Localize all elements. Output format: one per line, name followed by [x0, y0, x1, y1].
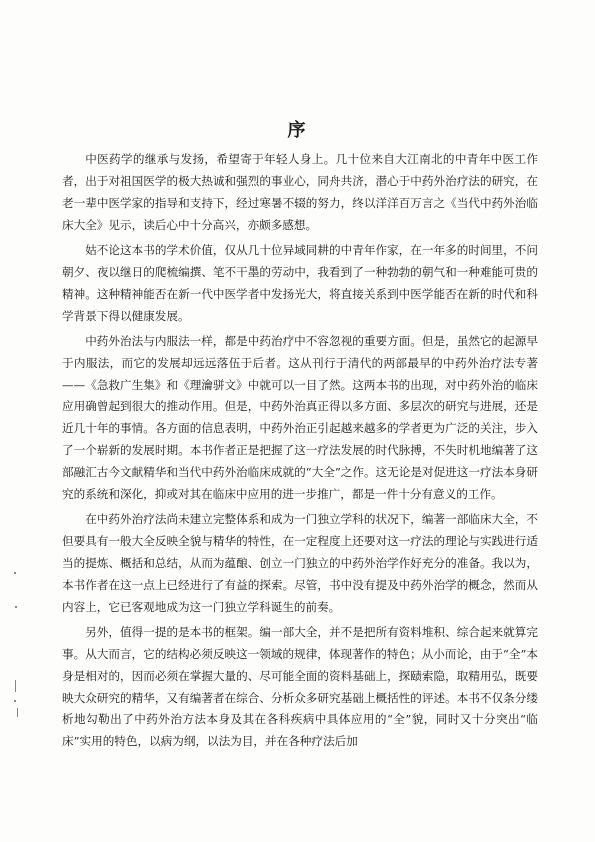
scan-speck	[14, 700, 16, 702]
page-title: 序	[287, 120, 308, 141]
paragraph-3: 中药外治法与内服法一样，都是中药治疗中不容忽视的重要方面。但是，虽然它的起源早于内服法，而它的发展却远远落伍于后者。这从刊行于清代的两部最早的中药外治疗法专著——《急救广生集》和《理瀹骈文》中就可以一目了然。这两本书的出现，对中药外治的临床应用确曾起到很大的推动作用。但是，中药外治真正得以多方面、多层次的研究与进展，还是近几十年的事情。各方面的信息表明，中药外治正引起越来越多的学者更为广泛的关注，步入了一个崭新的发展时期。本书作者正是把握了这一疗法发展的时代脉搏，不失时机地编著了这部融汇古今文献精华和当代中药外治临床成就的“大全”之作。这无论是对促进这一疗法本身研究的系统和深化，抑或对其在临床中应用的进一步推广，都是一件十分有意义的工作。	[62, 333, 538, 501]
scan-speck	[15, 606, 17, 608]
preface-body	[62, 149, 538, 753]
scan-mark	[15, 680, 16, 692]
paragraph-1: 中医药学的继承与发扬，希望寄于年轻人身上。几十位来自大江南北的中青年中医工作者，出于对祖国医学的极大热诚和强烈的事业心，同舟共济，潜心于中药外治疗法的研究，在老一辈中医学家的指导和支持下，经过寒暑不辍的努力，终以洋洋百万言之《当代中药外治临床大全》见示，读后心中十分高兴，亦颇多感想。	[62, 152, 538, 232]
scan-speck	[14, 572, 16, 574]
paragraph-2: 姑不论这本书的学术价值，仅从几十位异域同耕的中青年作家，在一年多的时间里，不问朝夕、夜以继日的爬梳编撰、笔不干墨的劳动中，我看到了一种勃勃的朝气和一种难能可贵的精神。这种精神能否在新一代中医学者中发扬光大，将直接关系到中医学能否在新的时代和科学背景下得以健康发展。	[62, 242, 538, 323]
paragraph-5: 另外，值得一提的是本书的框架。编一部大全，并不是把所有资料堆积、综合起来就算完事。从大而言，它的结构必须反映这一领域的规律，体现著作的特色；从小而论，由于“全”本身是相对的，因而必须在掌握大量的、尽可能全面的资料基础上，探赜索隐，取精用弘，既要映大众研究的精华，又有编著者在综合、分析众多研究基础上概括性的评述。本书不仅条分缕析地勾勒出了中药外治方法本身及其在各科疾病中具体应用的“全”貌，同时又十分突出“临床”实用的特色，以病为纲，以法为目，并在各种疗法后加	[62, 625, 538, 749]
paragraph-4: 在中药外治疗法尚未建立完整体系和成为一门独立学科的状况下，编著一部临床大全，不但要具有一般大全反映全貌与精华的特性，在一定程度上还要对这一疗法的理论与实践进行适当的提炼、概括和总结，从而为蕴酿、创立一门独立的中药外治学作好充分的准备。我以为，本书作者在这一点上已经进行了有益的探索。尽管，书中没有提及中药外治学的概念，然而从内容上，它已客观地成为这一门独立学科诞生的前奏。	[62, 512, 538, 614]
scan-mark	[17, 708, 18, 717]
